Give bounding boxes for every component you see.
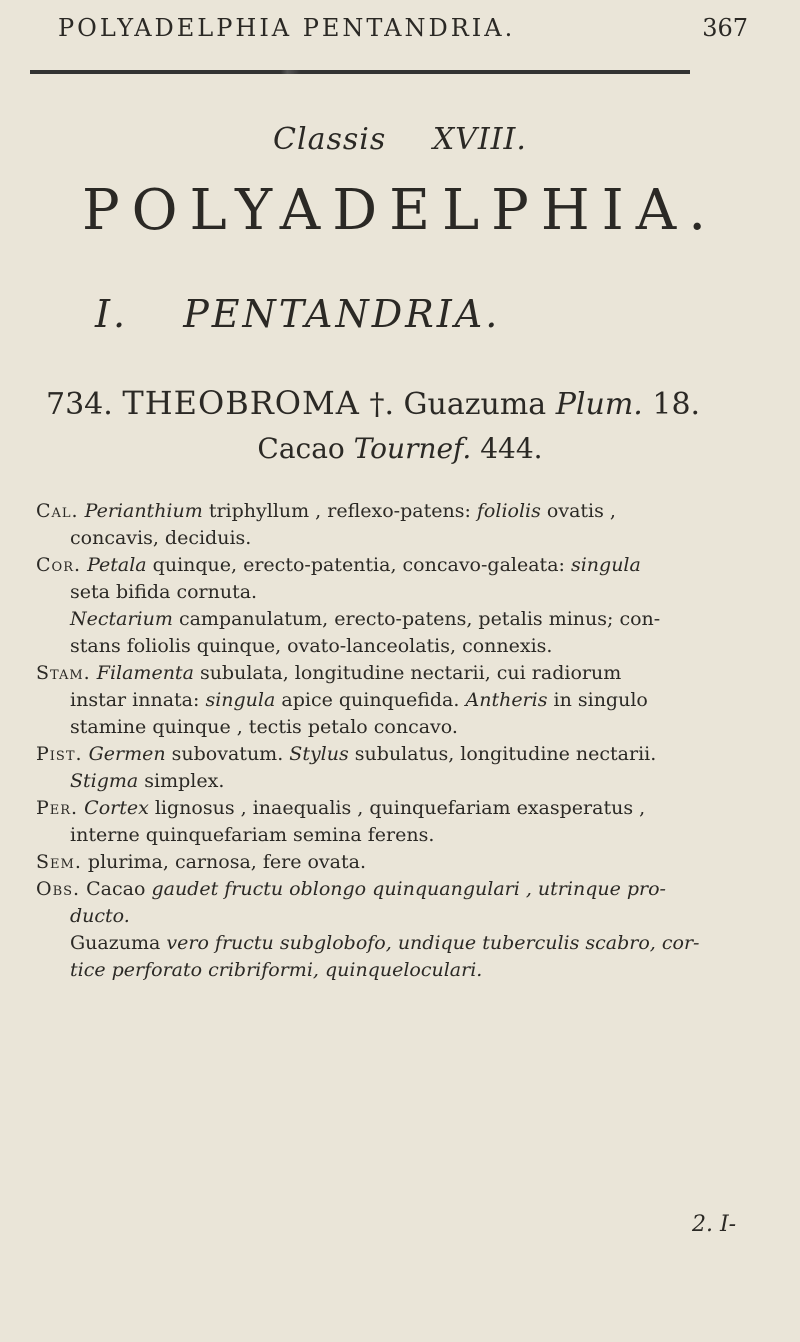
stam-text: subulata, longitudine nectarii, cui radiorum: [199, 662, 622, 684]
pist-label: Pist.: [36, 743, 83, 765]
sem-line-1: [36, 849, 778, 876]
genus-number: 734.: [46, 387, 113, 422]
catchword: 2. I-: [692, 1212, 737, 1237]
stam-text: apice quinquefida.: [281, 689, 460, 711]
pist-text: simplex.: [144, 770, 225, 792]
class-numeral: XVIII.: [432, 122, 527, 157]
cal-line-2: [36, 525, 778, 552]
stam-line-1: [36, 660, 778, 687]
synonym-cacao: Cacao: [257, 432, 345, 465]
obs-line-2: [36, 903, 778, 930]
cal-text: Perianthium: [84, 500, 203, 522]
cor-text: Nectarium: [70, 608, 173, 630]
pist-text: subovatum.: [171, 743, 284, 765]
stam-text: singula: [205, 689, 276, 711]
stam-text: Antheris: [465, 689, 548, 711]
cal-text: concavis, deciduis.: [70, 527, 252, 549]
cor-label: Cor.: [36, 554, 82, 576]
pist-text: Stigma: [70, 770, 139, 792]
order-number: I.: [95, 292, 129, 336]
pist-line-1: [36, 741, 778, 768]
class-name: POLYADELPHIA.: [81, 178, 719, 243]
sem-label: Sem.: [36, 851, 82, 873]
obs-line-1: [36, 876, 778, 903]
obs-text: ducto.: [70, 905, 130, 927]
per-text: Cortex: [84, 797, 149, 819]
running-title: POLYADELPHIA PENTANDRIA.: [58, 14, 516, 42]
per-label: Per.: [36, 797, 79, 819]
cal-text: ovatis ,: [546, 500, 616, 522]
pist-text: subulatus, longitudine nectarii.: [354, 743, 657, 765]
order-name: PENTANDRIA.: [183, 292, 501, 336]
pist-line-2: [36, 768, 778, 795]
obs-text: Cacao: [86, 878, 146, 900]
stam-text: instar innata:: [70, 689, 200, 711]
cal-line-1: [36, 498, 778, 525]
cor-line-1: [36, 552, 778, 579]
obs-text: tice perforato cribriformi, quinqueloculari.: [70, 959, 483, 981]
stam-text: stamine quinque , tectis petalo concavo.: [70, 716, 458, 738]
obs-label: Obs.: [36, 878, 81, 900]
header-rule: [30, 70, 690, 74]
per-line-1: [36, 795, 778, 822]
synonym-ref-1: 18.: [652, 387, 701, 422]
cor-text: Petala: [87, 554, 147, 576]
cor-line-4: [36, 633, 778, 660]
cor-text: quinque, erecto-patentia, concavo-galeata:: [152, 554, 565, 576]
per-line-2: [36, 822, 778, 849]
synonym-line: [0, 432, 800, 465]
cor-text: singula: [570, 554, 641, 576]
class-word: Classis: [273, 122, 387, 157]
synonym-guazuma: Guazuma: [403, 387, 547, 422]
per-text: lignosus , inaequalis , quinquefariam exasperatus ,: [154, 797, 646, 819]
cor-text: campanulatum, erecto-patens, petalis minus; con-: [178, 608, 661, 630]
stam-line-2: [36, 687, 778, 714]
synonym-author-plum: Plum.: [555, 387, 643, 422]
cor-text: seta bifida cornuta.: [70, 581, 258, 603]
pist-text: Germen: [88, 743, 166, 765]
synonym-author-tournef: Tournef.: [353, 432, 472, 465]
per-text: interne quinquefariam semina ferens.: [70, 824, 435, 846]
obs-text: Guazuma: [70, 932, 161, 954]
order-heading: [95, 292, 745, 336]
obs-text: gaudet fructu oblongo quinquangulari , utrinque pro-: [151, 878, 666, 900]
cor-line-3: [36, 606, 778, 633]
stam-text: Filamenta: [96, 662, 194, 684]
pist-text: Stylus: [289, 743, 349, 765]
cal-text: triphyllum , reflexo-patens:: [208, 500, 471, 522]
obs-line-3: [36, 930, 778, 957]
sem-text: plurima, carnosa, fere ovata.: [87, 851, 366, 873]
genus-heading: [46, 384, 766, 422]
obs-line-4: [36, 957, 778, 984]
running-head: [58, 14, 748, 42]
stam-line-3: [36, 714, 778, 741]
stam-label: Stam.: [36, 662, 91, 684]
obs-text: vero fructu subglobofo, undique tuberculis scabro, cor-: [166, 932, 700, 954]
genus-description: [36, 498, 778, 984]
cor-line-2: [36, 579, 778, 606]
cor-text: stans foliolis quinque, ovato-lanceolatis, connexis.: [70, 635, 553, 657]
page-number: 367: [702, 14, 748, 42]
cal-text: foliolis: [476, 500, 541, 522]
genus-name: THEOBROMA: [122, 384, 360, 422]
cal-label: Cal.: [36, 500, 79, 522]
synonym-ref-2: 444.: [480, 432, 543, 465]
class-heading: [0, 122, 800, 157]
stam-text: in singulo: [553, 689, 648, 711]
genus-mark: †.: [369, 387, 394, 422]
